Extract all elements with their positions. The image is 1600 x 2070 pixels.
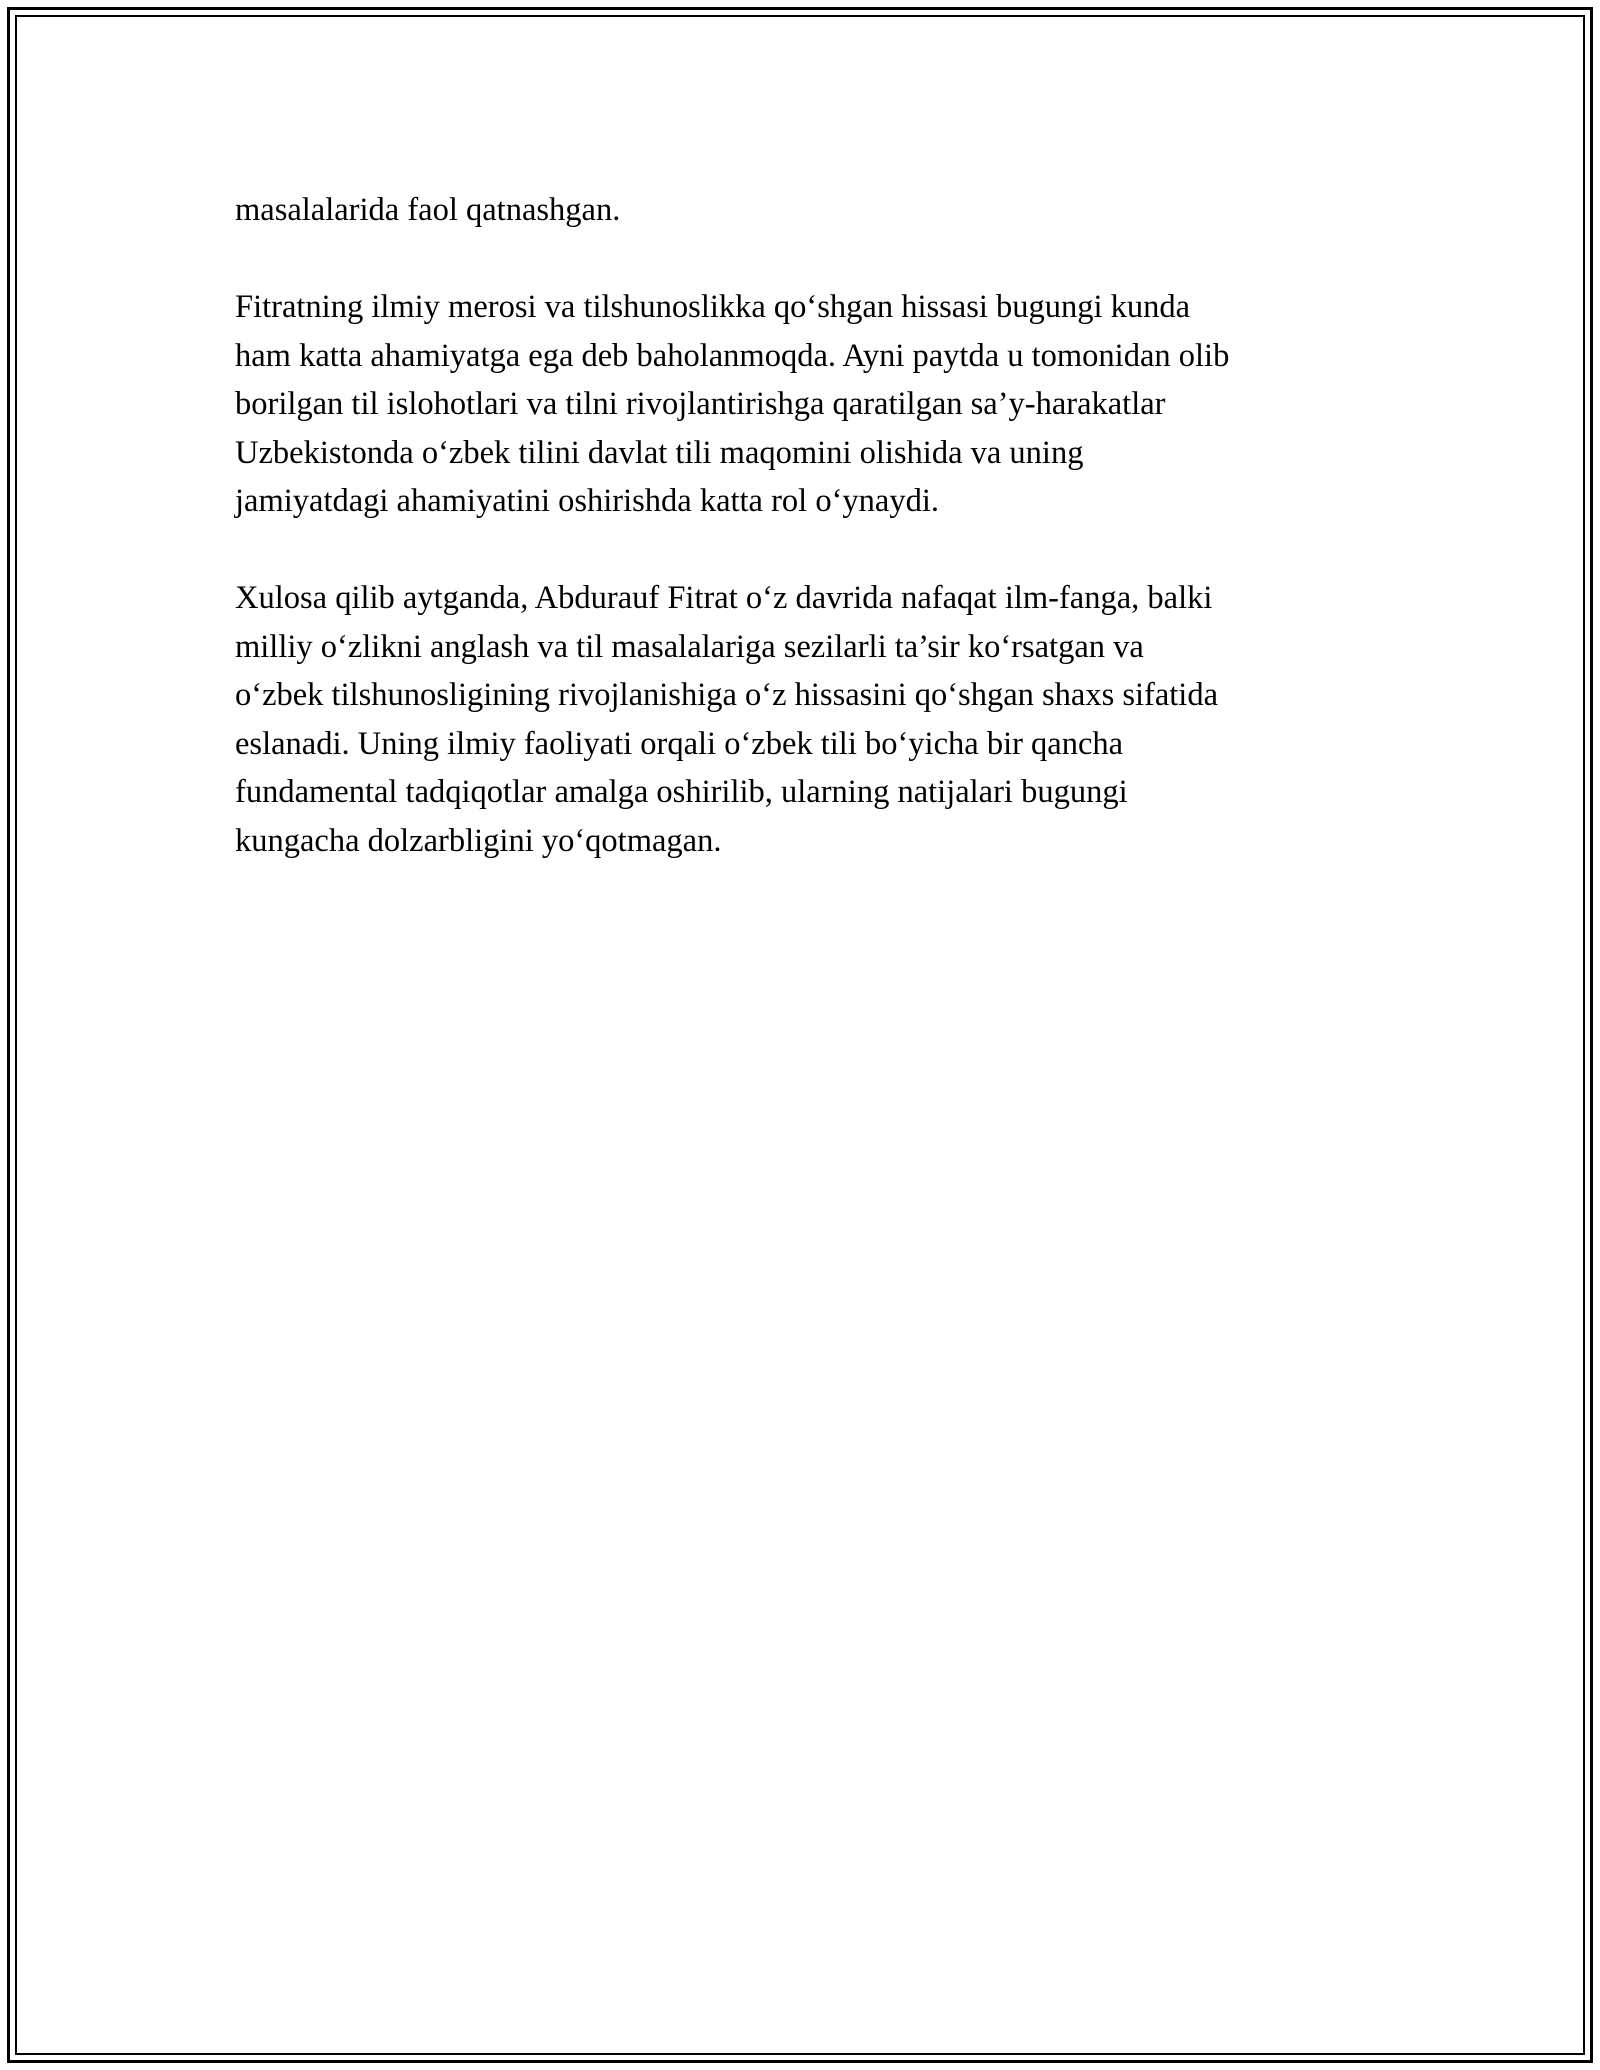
document-body <box>235 186 1395 914</box>
paragraph-2: Fitratning ilmiy merosi va tilshunoslikka qo‘shgan hissasi bugungi kunda ham katta ahamiyatga ega deb baholanmoqda. Ayni paytda u tomonidan olib borilgan til islohotlari va tilni rivojlantirishga qaratilgan sa’y-harakatlar Uzbekistonda o‘zbek tilini davlat tili maqomini olishida va uning jamiyatdagi ahamiyatini oshirishda katta rol o‘ynaydi. <box>235 289 1230 519</box>
paragraph-3: Xulosa qilib aytganda, Abdurauf Fitrat o‘z davrida nafaqat ilm-fanga, balki milliy o‘zlikni anglash va til masalalariga sezilarli ta’sir ko‘rsatgan va o‘zbek tilshunosligining rivojlanishiga o‘z hissasini qo‘shgan shaxs sifatida eslanadi. Uning ilmiy faoliyati orqali o‘zbek tili bo‘yicha bir qancha fundamental tadqiqotlar amalga oshirilib, ularning natijalari bugungi kungacha dolzarbligini yo‘qotmagan. <box>235 580 1218 859</box>
paragraph-1: masalalarida faol qatnashgan. <box>235 192 621 228</box>
